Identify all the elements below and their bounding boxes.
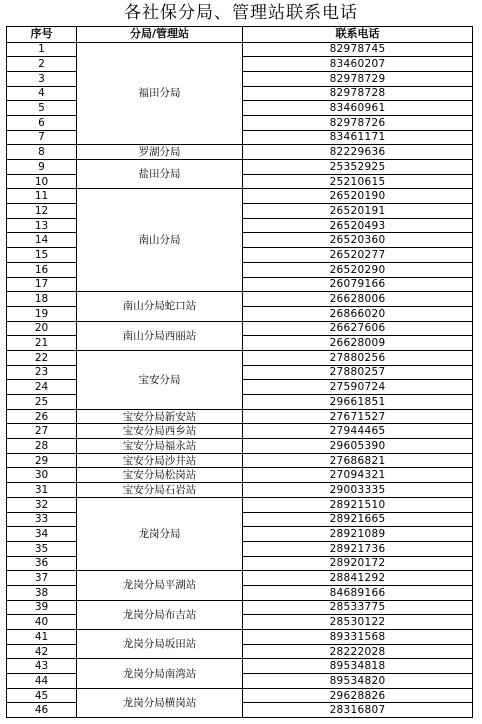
row-index: 10 bbox=[7, 174, 77, 189]
table-row bbox=[7, 600, 473, 615]
phone-number: 28921089 bbox=[243, 527, 473, 542]
row-index: 6 bbox=[7, 115, 77, 130]
header-index: 序号 bbox=[7, 27, 77, 43]
phone-number: 29605390 bbox=[243, 439, 473, 454]
table-row bbox=[7, 409, 473, 424]
row-index: 31 bbox=[7, 483, 77, 498]
table-header-row bbox=[7, 27, 473, 43]
phone-number: 28533775 bbox=[243, 600, 473, 615]
row-index: 33 bbox=[7, 512, 77, 527]
row-index: 3 bbox=[7, 71, 77, 86]
row-index: 20 bbox=[7, 321, 77, 336]
office-name: 盐田分局 bbox=[77, 160, 243, 189]
phone-number: 26628009 bbox=[243, 336, 473, 351]
office-name: 宝安分局新安站 bbox=[77, 409, 243, 424]
row-index: 44 bbox=[7, 674, 77, 689]
phone-number: 82229636 bbox=[243, 145, 473, 160]
header-office: 分局/管理站 bbox=[77, 27, 243, 43]
phone-number: 89331568 bbox=[243, 630, 473, 645]
row-index: 11 bbox=[7, 189, 77, 204]
phone-number: 26627606 bbox=[243, 321, 473, 336]
row-index: 43 bbox=[7, 659, 77, 674]
row-index: 19 bbox=[7, 306, 77, 321]
phone-number: 25210615 bbox=[243, 174, 473, 189]
row-index: 34 bbox=[7, 527, 77, 542]
office-name: 福田分局 bbox=[77, 42, 243, 145]
phone-number: 83461171 bbox=[243, 130, 473, 145]
office-name: 龙岗分局横岗站 bbox=[77, 688, 243, 717]
row-index: 22 bbox=[7, 350, 77, 365]
phone-number: 28316807 bbox=[243, 703, 473, 718]
table-row bbox=[7, 688, 473, 703]
office-name: 南山分局蛇口站 bbox=[77, 292, 243, 321]
row-index: 26 bbox=[7, 409, 77, 424]
phone-number: 26520493 bbox=[243, 218, 473, 233]
row-index: 18 bbox=[7, 292, 77, 307]
phone-number: 26520277 bbox=[243, 248, 473, 263]
phone-number: 29628826 bbox=[243, 688, 473, 703]
table-row bbox=[7, 292, 473, 307]
row-index: 41 bbox=[7, 630, 77, 645]
phone-number: 82978745 bbox=[243, 42, 473, 57]
phone-number: 29003335 bbox=[243, 483, 473, 498]
row-index: 8 bbox=[7, 145, 77, 160]
table-row bbox=[7, 350, 473, 365]
phone-number: 26520360 bbox=[243, 233, 473, 248]
phone-number: 28920172 bbox=[243, 556, 473, 571]
phone-number: 28921665 bbox=[243, 512, 473, 527]
row-index: 12 bbox=[7, 204, 77, 219]
row-index: 46 bbox=[7, 703, 77, 718]
phone-number: 26628006 bbox=[243, 292, 473, 307]
table-row bbox=[7, 659, 473, 674]
table-row bbox=[7, 630, 473, 645]
row-index: 36 bbox=[7, 556, 77, 571]
table-row bbox=[7, 468, 473, 483]
row-index: 4 bbox=[7, 86, 77, 101]
phone-number: 27880256 bbox=[243, 350, 473, 365]
row-index: 28 bbox=[7, 439, 77, 454]
row-index: 45 bbox=[7, 688, 77, 703]
row-index: 2 bbox=[7, 57, 77, 72]
phone-number: 29661851 bbox=[243, 395, 473, 410]
office-name: 龙岗分局 bbox=[77, 497, 243, 570]
table-row bbox=[7, 571, 473, 586]
row-index: 7 bbox=[7, 130, 77, 145]
phone-number: 26520290 bbox=[243, 262, 473, 277]
office-name: 宝安分局石岩站 bbox=[77, 483, 243, 498]
office-name: 宝安分局西乡站 bbox=[77, 424, 243, 439]
phone-number: 82978729 bbox=[243, 71, 473, 86]
phone-number: 83460207 bbox=[243, 57, 473, 72]
office-name: 宝安分局福永站 bbox=[77, 439, 243, 454]
row-index: 37 bbox=[7, 571, 77, 586]
table-body bbox=[7, 42, 473, 718]
row-index: 35 bbox=[7, 541, 77, 556]
row-index: 24 bbox=[7, 380, 77, 395]
phone-number: 25352925 bbox=[243, 160, 473, 175]
office-name: 龙岗分局平湖站 bbox=[77, 571, 243, 600]
office-name: 龙岗分局布吉站 bbox=[77, 600, 243, 629]
phone-number: 26520190 bbox=[243, 189, 473, 204]
phone-number: 89534818 bbox=[243, 659, 473, 674]
office-name: 南山分局 bbox=[77, 189, 243, 292]
phone-number: 28530122 bbox=[243, 615, 473, 630]
table-row bbox=[7, 483, 473, 498]
row-index: 16 bbox=[7, 262, 77, 277]
phone-number: 27686821 bbox=[243, 453, 473, 468]
table-row bbox=[7, 453, 473, 468]
phone-number: 26079166 bbox=[243, 277, 473, 292]
phone-number: 28841292 bbox=[243, 571, 473, 586]
row-index: 23 bbox=[7, 365, 77, 380]
phone-number: 28222028 bbox=[243, 644, 473, 659]
page-title: 各社保分局、管理站联系电话 bbox=[124, 3, 358, 23]
row-index: 30 bbox=[7, 468, 77, 483]
phone-number: 28921736 bbox=[243, 541, 473, 556]
table-row bbox=[7, 321, 473, 336]
row-index: 1 bbox=[7, 42, 77, 57]
phone-number: 84689166 bbox=[243, 585, 473, 600]
header-phone: 联系电话 bbox=[243, 27, 473, 43]
phone-number: 26866020 bbox=[243, 306, 473, 321]
table-row bbox=[7, 145, 473, 160]
table-row bbox=[7, 439, 473, 454]
row-index: 17 bbox=[7, 277, 77, 292]
row-index: 5 bbox=[7, 101, 77, 116]
row-index: 9 bbox=[7, 160, 77, 175]
phone-number: 26520191 bbox=[243, 204, 473, 219]
office-name: 南山分局西丽站 bbox=[77, 321, 243, 350]
phone-number: 82978726 bbox=[243, 115, 473, 130]
row-index: 40 bbox=[7, 615, 77, 630]
phone-number: 89534820 bbox=[243, 674, 473, 689]
row-index: 21 bbox=[7, 336, 77, 351]
phone-number: 28921510 bbox=[243, 497, 473, 512]
row-index: 29 bbox=[7, 453, 77, 468]
phone-number: 83460961 bbox=[243, 101, 473, 116]
phone-number: 82978728 bbox=[243, 86, 473, 101]
phone-number: 27944465 bbox=[243, 424, 473, 439]
contact-table bbox=[6, 26, 473, 718]
office-name: 龙岗分局南湾站 bbox=[77, 659, 243, 688]
row-index: 27 bbox=[7, 424, 77, 439]
phone-number: 27880257 bbox=[243, 365, 473, 380]
row-index: 15 bbox=[7, 248, 77, 263]
office-name: 宝安分局松岗站 bbox=[77, 468, 243, 483]
row-index: 13 bbox=[7, 218, 77, 233]
office-name: 宝安分局 bbox=[77, 350, 243, 409]
table-row bbox=[7, 424, 473, 439]
phone-number: 27590724 bbox=[243, 380, 473, 395]
phone-number: 27671527 bbox=[243, 409, 473, 424]
row-index: 38 bbox=[7, 585, 77, 600]
office-name: 宝安分局沙井站 bbox=[77, 453, 243, 468]
row-index: 14 bbox=[7, 233, 77, 248]
row-index: 25 bbox=[7, 395, 77, 410]
phone-number: 27094321 bbox=[243, 468, 473, 483]
table-row bbox=[7, 189, 473, 204]
office-name: 龙岗分局坂田站 bbox=[77, 630, 243, 659]
table-row bbox=[7, 160, 473, 175]
table-row bbox=[7, 497, 473, 512]
row-index: 42 bbox=[7, 644, 77, 659]
table-row bbox=[7, 42, 473, 57]
row-index: 39 bbox=[7, 600, 77, 615]
office-name: 罗湖分局 bbox=[77, 145, 243, 160]
row-index: 32 bbox=[7, 497, 77, 512]
